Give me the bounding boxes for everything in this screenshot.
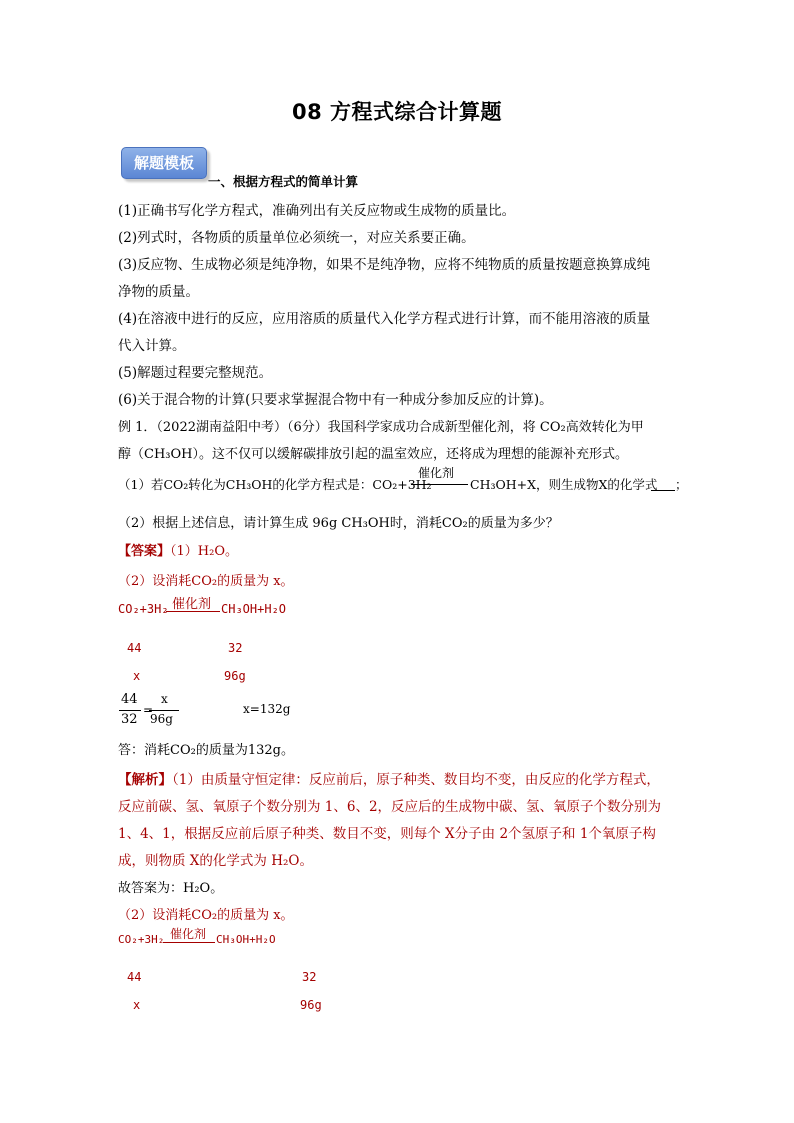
molar-mass-ch3oh: 32 xyxy=(302,970,317,984)
rule-item: (1)正确书写化学方程式，准确列出有关反应物或生成物的质量比。 xyxy=(118,203,516,219)
calculation-result: x=132g xyxy=(243,702,291,716)
section-heading: 一、根据方程式的简单计算 xyxy=(208,174,359,189)
rule-item: (5)解题过程要完整规范。 xyxy=(118,365,273,381)
fraction-denominator-right: 96g xyxy=(150,712,173,726)
analysis-line: 反应前碳、氢、氧原子个数分别为 1、6、2，反应后的生成物中碳、氢、氧原子个数分别为 xyxy=(118,799,662,815)
equation-right: CH₃OH+H₂O xyxy=(216,933,276,946)
rule-item: 净物的质量。 xyxy=(118,284,199,300)
unknown-x: x xyxy=(133,669,141,683)
equation-left: CO₂+3H₂ xyxy=(118,933,165,946)
answer-label: 【答案】 xyxy=(118,544,171,559)
answer-blank xyxy=(651,490,675,491)
reaction-arrow-line xyxy=(163,942,215,943)
rule-item: (3)反应物、生成物必须是纯净物，如果不是纯净物，应将不纯物质的质量按题意换算成纯 xyxy=(118,257,651,273)
given-mass: 96g xyxy=(300,998,322,1012)
answer-conclusion: 答：消耗CO₂的质量为132g。 xyxy=(118,743,294,758)
fraction-denominator-left: 32 xyxy=(121,712,138,727)
answer-1: （1）H₂O。 xyxy=(170,544,238,559)
question-2: （2）根据上述信息，请计算生成 96g CH₃OH时，消耗CO₂的质量为多少？ xyxy=(118,516,559,531)
example-text: 醇（CH₃OH）。这不仅可以缓解碳排放引起的温室效应，还将成为理想的能源补充形式。 xyxy=(118,447,628,462)
catalyst-label: 催化剂 xyxy=(170,927,207,941)
rule-item: (4)在溶液中进行的反应，应用溶质的质量代入化学方程式进行计算，而不能用溶液的质量 xyxy=(118,311,651,327)
fraction-equals: = xyxy=(143,703,154,717)
rule-item: 代入计算。 xyxy=(118,338,186,354)
answer-2-intro: （2）设消耗CO₂的质量为 x。 xyxy=(118,574,294,589)
analysis-line: （1）由质量守恒定律：反应前后，原子种类、数目均不变，由反应的化学方程式， xyxy=(172,772,660,788)
reaction-arrow-line xyxy=(166,611,220,612)
catalyst-label: 催化剂 xyxy=(418,466,455,480)
molar-mass-co2: 44 xyxy=(127,641,142,655)
analysis-label: 【解析】 xyxy=(118,772,172,788)
catalyst-label: 催化剂 xyxy=(172,597,212,612)
analysis-line: 1、4、1，根据反应前后原子种类、数目不变，则每个 X分子由 2个氢原子和 1个氧原子构 xyxy=(118,826,656,842)
fraction-bar xyxy=(119,710,141,711)
question-1-prefix: （1）若CO₂转化为CH₃OH的化学方程式是：CO₂+3H₂ xyxy=(118,477,432,492)
fraction-numerator-left: 44 xyxy=(121,692,138,707)
question-1-suffix: CH₃OH+X，则生成物X的化学式 xyxy=(470,477,658,492)
analysis-2-intro: （2）设消耗CO₂的质量为 x。 xyxy=(118,908,294,923)
given-mass: 96g xyxy=(224,669,246,683)
rule-item: (2)列式时，各物质的质量单位必须统一，对应关系要正确。 xyxy=(118,230,475,246)
document-title: 08 方程式综合计算题 xyxy=(291,100,503,124)
molar-mass-co2: 44 xyxy=(127,970,142,984)
molar-mass-ch3oh: 32 xyxy=(228,641,243,655)
reaction-arrow-line xyxy=(411,484,468,485)
question-1-end: ； xyxy=(675,477,688,492)
equation-right: CH₃OH+H₂O xyxy=(221,602,287,616)
fraction-bar xyxy=(149,710,179,711)
fraction-numerator-right: x xyxy=(161,692,168,706)
analysis-answer-line: 故答案为：H₂O。 xyxy=(118,881,224,896)
rule-item: (6)关于混合物的计算(只要求掌握混合物中有一种成分参加反应的计算)。 xyxy=(118,392,553,408)
example-text: 例 1．（2022湖南益阳中考）（6分）我国科学家成功合成新型催化剂，将 CO₂高效转化为甲 xyxy=(118,420,644,435)
unknown-x: x xyxy=(133,998,141,1012)
equation-left: CO₂+3H₂ xyxy=(118,602,169,616)
analysis-line: 成，则物质 X的化学式为 H₂O。 xyxy=(118,853,313,869)
solution-template-badge: 解题模板 xyxy=(121,147,207,179)
